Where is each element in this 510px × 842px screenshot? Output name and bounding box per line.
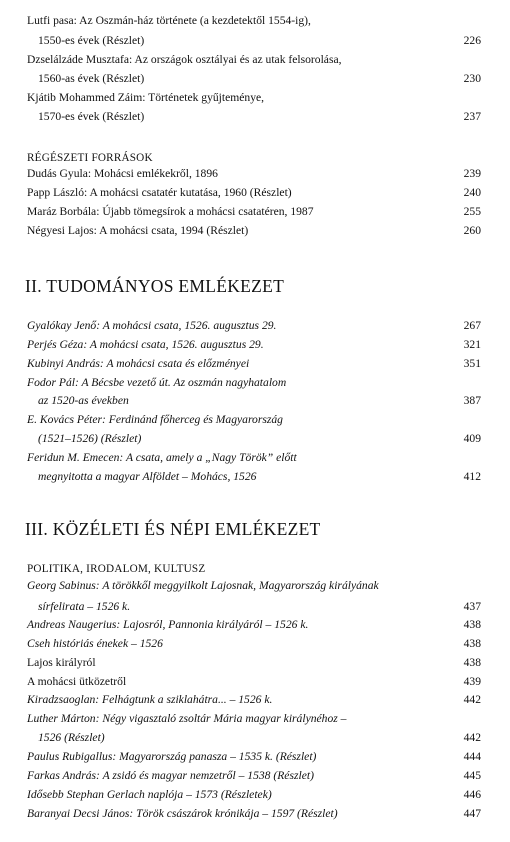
toc-entry — [27, 430, 481, 448]
entry-title: Kiradzsaoglan: Felhágtunk a sziklahátra... – 1526 k. — [27, 693, 273, 706]
toc-entry — [27, 392, 481, 410]
entry-page: 438 — [463, 618, 481, 631]
entry-title: Luther Márton: Négy vigasztaló zsoltár Mária magyar királynéhoz – — [27, 712, 347, 725]
entry-page: 442 — [463, 693, 481, 706]
entry-title: Négyesi Lajos: A mohácsi csata, 1994 (Részlet) — [27, 224, 249, 237]
entry-page: 230 — [463, 72, 481, 85]
entry-title: Kubinyi András: A mohácsi csata és előzményei — [27, 357, 250, 370]
toc-entry — [27, 691, 481, 709]
toc-entry — [27, 654, 481, 672]
entry-title: A mohácsi ütközetről — [27, 675, 127, 688]
toc-entry — [27, 355, 481, 373]
toc-entry — [27, 411, 481, 429]
toc-entry — [27, 32, 481, 50]
entry-page: 439 — [463, 675, 481, 688]
entry-page: 438 — [463, 656, 481, 669]
entry-title: Lutfi pasa: Az Oszmán-ház története (a kezdetektől 1554-ig), — [27, 14, 311, 27]
toc-entry — [27, 673, 481, 691]
entry-page: 438 — [463, 637, 481, 650]
entry-page: 444 — [463, 750, 481, 763]
chapter-title: III. KÖZÉLETI ÉS NÉPI EMLÉKEZET — [25, 519, 321, 539]
entry-title: Paulus Rubigallus: Magyarország panasza – 1535 k. (Részlet) — [27, 750, 317, 763]
entry-title: Gyalókay Jenő: A mohácsi csata, 1526. augusztus 29. — [27, 319, 277, 332]
entry-title: Baranyai Decsi János: Török császárok krónikája – 1597 (Részlet) — [27, 807, 338, 820]
section-heading-archaeology: RÉGÉSZETI FORRÁSOK — [27, 152, 153, 164]
toc-entry — [27, 767, 481, 785]
toc-entry — [27, 12, 481, 30]
entry-page: 321 — [463, 338, 481, 351]
entry-title: (1521–1526) (Részlet) — [38, 432, 142, 445]
entry-title: Dzselálzáde Musztafa: Az országok osztályai és az utak felsorolása, — [27, 53, 342, 66]
entry-title: Papp László: A mohácsi csatatér kutatása, 1960 (Részlet) — [27, 186, 292, 199]
toc-entry — [27, 786, 481, 804]
toc-entry — [27, 374, 481, 392]
toc-entry — [27, 710, 481, 728]
entry-title: az 1520-as években — [38, 394, 129, 407]
toc-entry — [27, 184, 481, 202]
entry-title: Farkas András: A zsidó és magyar nemzetről – 1538 (Részlet) — [27, 769, 314, 782]
entry-title: Fodor Pál: A Bécsbe vezető út. Az oszmán nagyhatalom — [27, 376, 287, 389]
toc-entry — [27, 108, 481, 126]
entry-page: 260 — [463, 224, 481, 237]
entry-page: 387 — [463, 394, 481, 407]
toc-entry — [27, 336, 481, 354]
entry-title: 1560-as évek (Részlet) — [38, 72, 145, 85]
toc-entry — [27, 748, 481, 766]
section-heading-politics: POLITIKA, IRODALOM, KULTUSZ — [27, 563, 206, 575]
entry-title: Idősebb Stephan Gerlach naplója – 1573 (Részletek) — [27, 788, 272, 801]
toc-entry — [27, 616, 481, 634]
toc-entry — [27, 89, 481, 107]
entry-title: megnyitotta a magyar Alföldet – Mohács, 1526 — [38, 470, 257, 483]
toc-entry — [27, 577, 481, 595]
entry-title: Kjátib Mohammed Záim: Történetek gyűjteménye, — [27, 91, 265, 104]
toc-entry — [27, 598, 481, 616]
entry-page: 226 — [463, 34, 481, 47]
entry-title: Maráz Borbála: Újabb tömegsírok a mohácsi csatatéren, 1987 — [27, 205, 314, 218]
entry-page: 239 — [463, 167, 481, 180]
entry-page: 255 — [463, 205, 481, 218]
toc-entry — [27, 70, 481, 88]
toc-entry — [27, 449, 481, 467]
toc-entry — [27, 203, 481, 221]
toc-entry — [27, 635, 481, 653]
entry-page: 237 — [463, 110, 481, 123]
entry-page: 267 — [463, 319, 481, 332]
entry-page: 412 — [463, 470, 481, 483]
entry-title: Georg Sabinus: A törökkől meggyilkolt Lajosnak, Magyarország királyának — [27, 579, 379, 592]
chapter-title: II. TUDOMÁNYOS EMLÉKEZET — [25, 276, 285, 296]
entry-page: 351 — [463, 357, 481, 370]
toc-entry — [27, 468, 481, 486]
toc-entry — [27, 51, 481, 69]
entry-title: Feridun M. Emecen: A csata, amely a „Nagy Török” előtt — [27, 451, 297, 464]
entry-title: 1550-es évek (Részlet) — [38, 34, 145, 47]
entry-page: 442 — [463, 731, 481, 744]
entry-title: 1526 (Részlet) — [38, 731, 105, 744]
entry-title: Lajos királyról — [27, 656, 96, 669]
toc-entry — [27, 165, 481, 183]
entry-title: Dudás Gyula: Mohácsi emlékekről, 1896 — [27, 167, 218, 180]
toc-entry — [27, 317, 481, 335]
entry-title: 1570-es évek (Részlet) — [38, 110, 145, 123]
entry-title: Cseh históriás énekek – 1526 — [27, 637, 163, 650]
toc-entry — [27, 222, 481, 240]
entry-title: Perjés Géza: A mohácsi csata, 1526. augusztus 29. — [27, 338, 264, 351]
entry-page: 445 — [463, 769, 481, 782]
entry-title: Andreas Naugerius: Lajosról, Pannonia királyáról – 1526 k. — [27, 618, 309, 631]
entry-page: 409 — [463, 432, 481, 445]
entry-page: 240 — [463, 186, 481, 199]
entry-page: 447 — [463, 807, 481, 820]
entry-page: 437 — [463, 600, 481, 613]
entry-page: 446 — [463, 788, 481, 801]
toc-entry — [27, 729, 481, 747]
entry-title: sírfelirata – 1526 k. — [38, 600, 131, 613]
entry-title: E. Kovács Péter: Ferdinánd főherceg és Magyarország — [27, 413, 283, 426]
toc-entry — [27, 805, 481, 823]
